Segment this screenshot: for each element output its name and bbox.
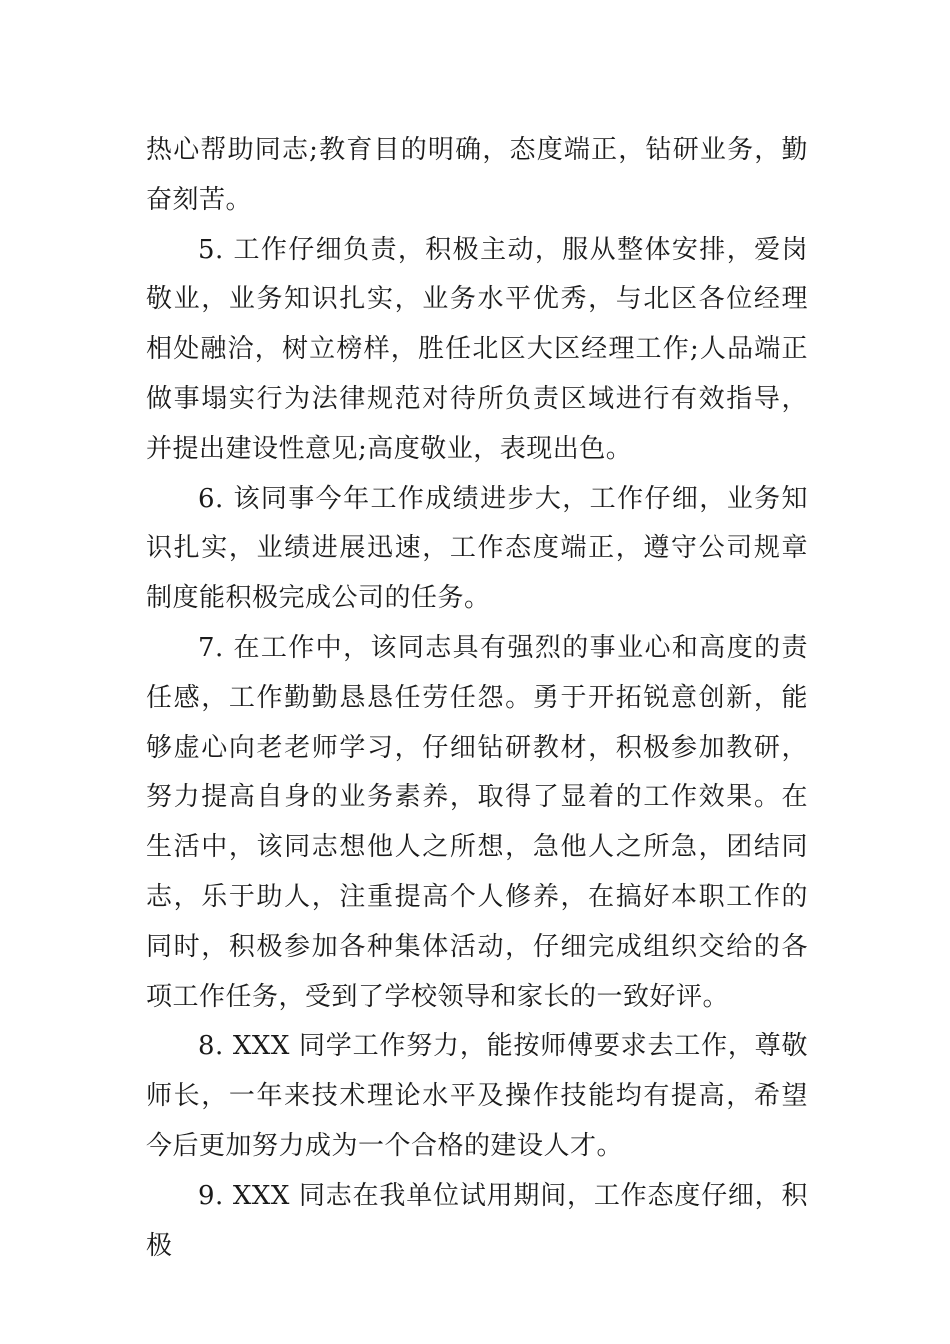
paragraph-item-8: 8. XXX 同学工作努力，能按师傅要求去工作，尊敬师长，一年来技术理论水平及操作技能均有提高，希望今后更加努力成为一个合格的建设人才。	[146, 1031, 808, 1161]
paragraph-continued: 热心帮助同志;教育目的明确，态度端正，钻研业务，勤奋刻苦。	[146, 135, 808, 215]
paragraph-item-9: 9. XXX 同志在我单位试用期间，工作态度仔细，积极	[146, 1180, 808, 1261]
paragraph-item-5: 5. 工作仔细负责，积极主动，服从整体安排，爱岗敬业，业务知识扎实，业务水平优秀，与北区各位经理相处融洽，树立榜样，胜任北区大区经理工作;人品端正做事塌实行为法律规范对待所负责区域进行有效指导，并提出建设性意见;高度敬业，表现出色。	[146, 234, 808, 464]
paragraph-item-7: 7. 在工作中，该同志具有强烈的事业心和高度的责任感，工作勤勤恳恳任劳任怨。勇于开拓锐意创新，能够虚心向老老师学习，仔细钻研教材，积极参加教研，努力提高自身的业务素养，取得了显着的工作效果。在生活中，该同志想他人之所想，急他人之所急，团结同志，乐于助人，注重提高个人修养，在搞好本职工作的同时，积极参加各种集体活动，仔细完成组织交给的各项工作任务，受到了学校领导和家长的一致好评。	[146, 632, 808, 1012]
document-body	[146, 126, 808, 1271]
paragraph-item-6: 6. 该同事今年工作成绩进步大，工作仔细，业务知识扎实，业绩进展迅速，工作态度端正，遵守公司规章制度能积极完成公司的任务。	[146, 483, 808, 614]
